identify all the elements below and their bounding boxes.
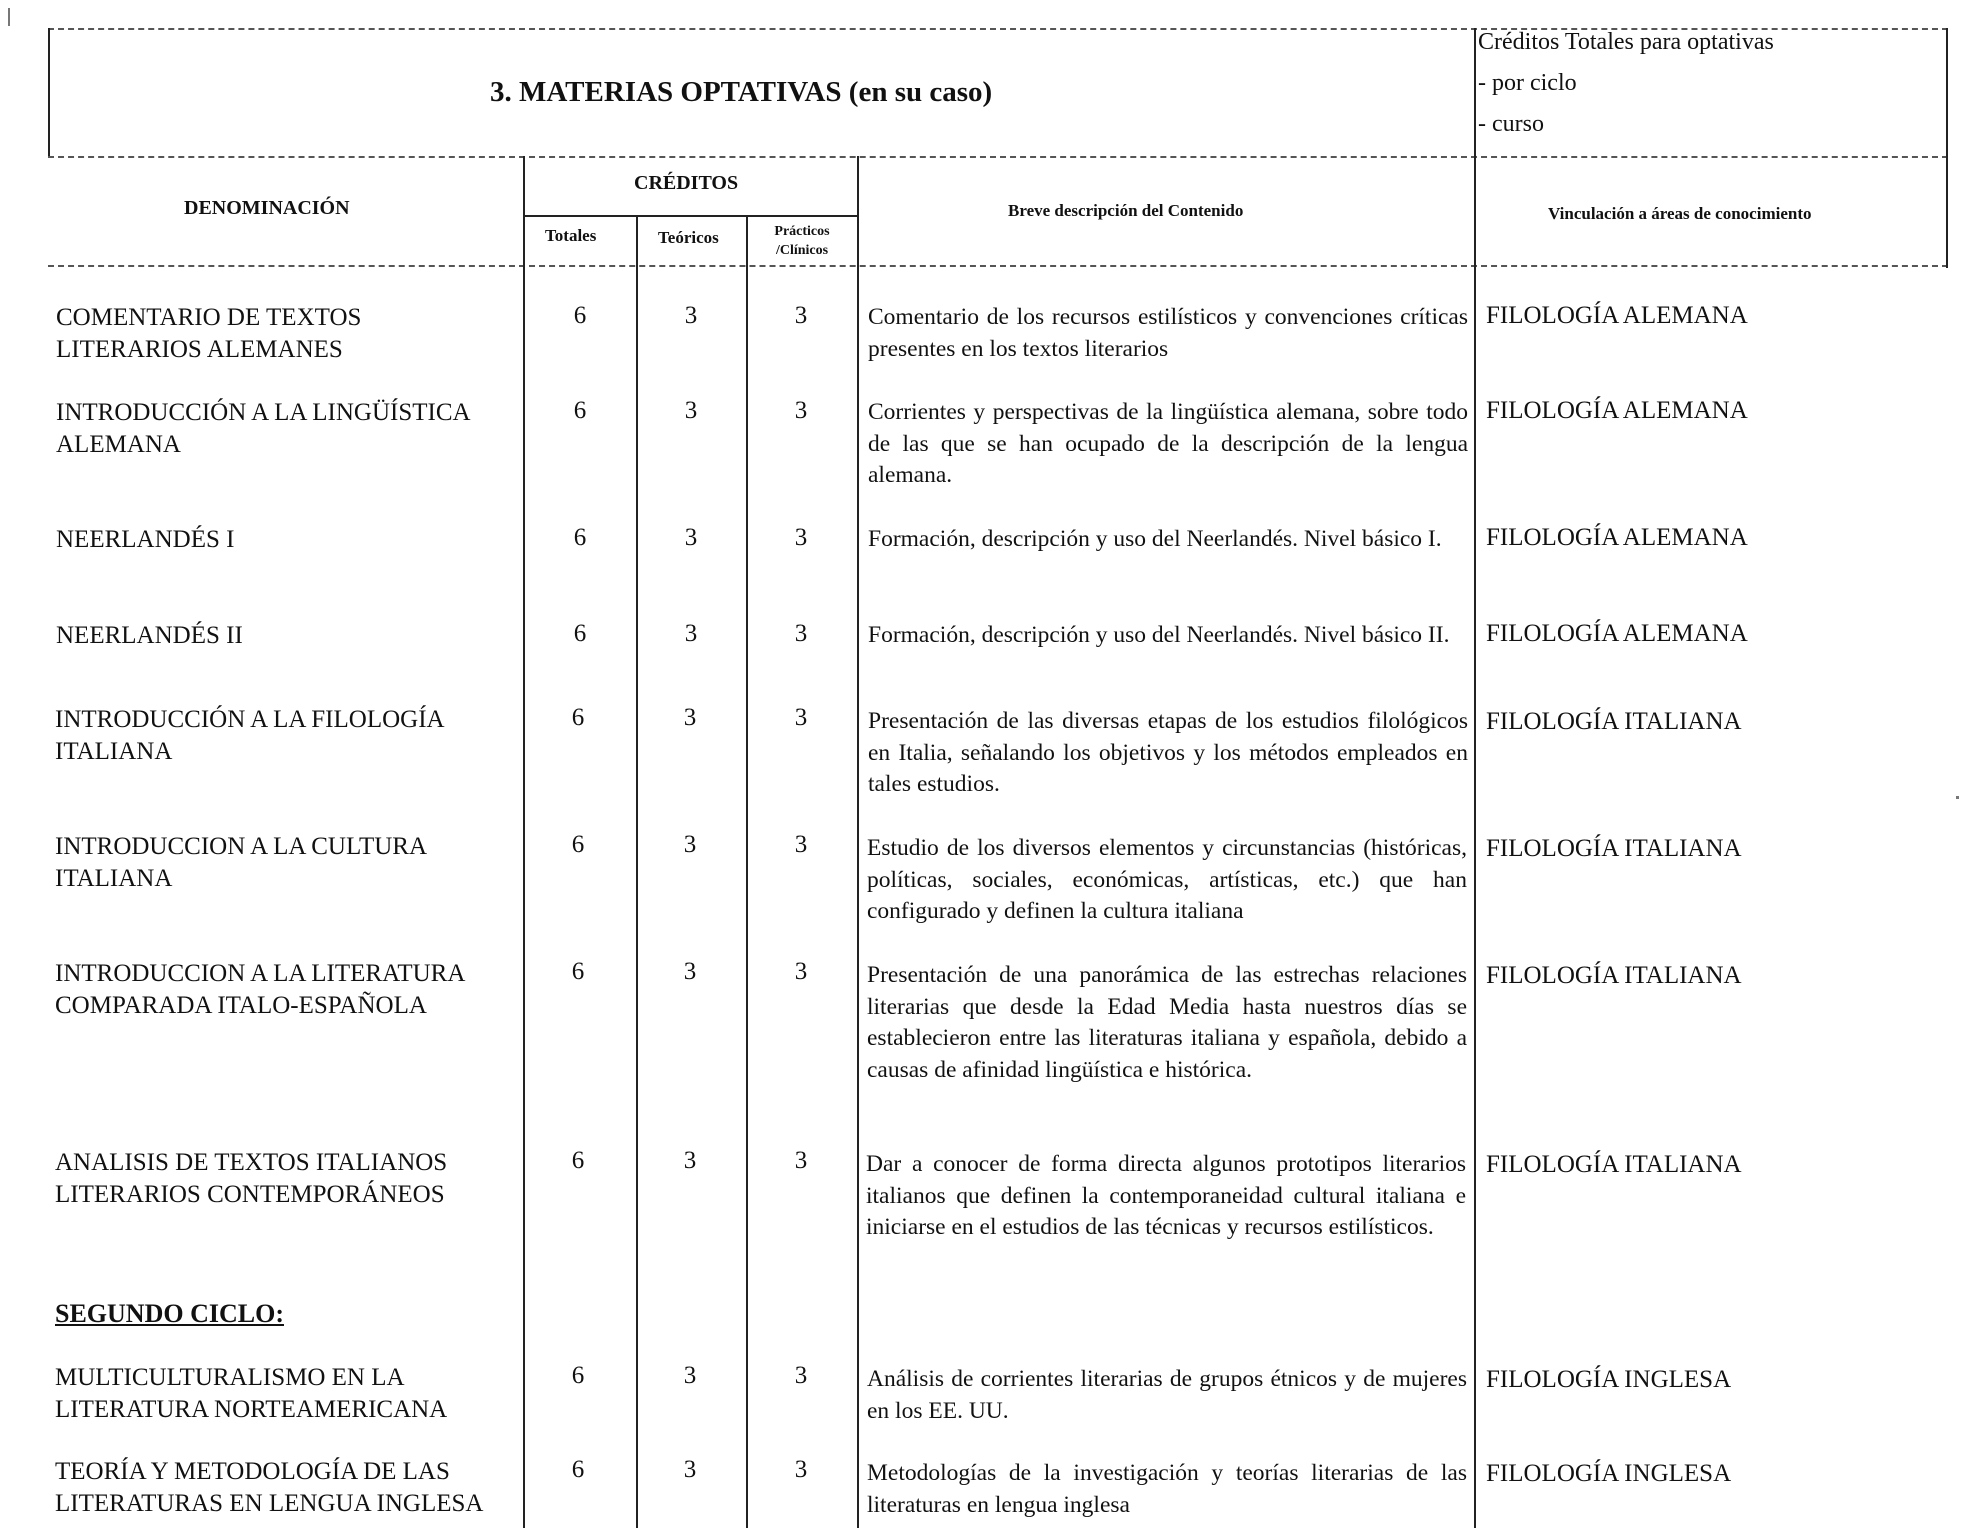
header-divider (48, 156, 1948, 158)
subject-description: Formación, descripción y uso del Neerlandés. Nivel básico I. (868, 526, 1442, 552)
credits-practicos: 3 (794, 1456, 808, 1483)
credits-teoricos: 3 (684, 397, 698, 424)
subject-name: TEORÍA Y METODOLOGÍA DE LAS LITERATURAS EN LENGUA INGLESA (55, 1458, 484, 1517)
knowledge-area: FILOLOGÍA ALEMANA (1486, 620, 1748, 647)
knowledge-area: FILOLOGÍA ALEMANA (1486, 397, 1748, 424)
col-header-denominacion: DENOMINACIÓN (184, 197, 350, 219)
subject-description: Comentario de los recursos estilísticos y convenciones críticas presentes en los textos literarios (868, 304, 1468, 362)
scan-mark (8, 8, 10, 26)
credits-totales: 6 (571, 1147, 585, 1174)
credits-teoricos: 3 (684, 524, 698, 551)
credits-note-line: - curso (1478, 111, 1544, 137)
credits-totales: 6 (571, 704, 585, 731)
credits-teoricos: 3 (683, 704, 697, 731)
subject-description: Metodologías de la investigación y teorías literarias de las literaturas en lengua inglesa (867, 1460, 1467, 1518)
credits-practicos: 3 (794, 302, 808, 329)
credits-totales: 6 (573, 524, 587, 551)
subject-description: Estudio de los diversos elementos y circunstancias (históricas, políticas, sociales, económicas, artísticas, etc.) que han configurado y definen la cultura italiana (867, 835, 1467, 924)
credits-practicos: 3 (794, 831, 808, 858)
col-line-1 (523, 156, 525, 1528)
subject-name: INTRODUCCIÓN A LA FILOLOGÍA ITALIANA (55, 706, 444, 765)
right-border (1946, 28, 1948, 268)
column-header-divider (48, 265, 1948, 267)
credits-practicos: 3 (794, 397, 808, 424)
col-header-vinculacion: Vinculación a áreas de conocimiento (1548, 204, 1812, 223)
knowledge-area: FILOLOGÍA ALEMANA (1486, 302, 1748, 329)
subject-description: Dar a conocer de forma directa algunos prototipos literarios italianos que definen la contemporaneidad cultural italiana e iniciarse en el estudios de las técnicas y recursos estilísticos. (866, 1151, 1466, 1240)
knowledge-area: FILOLOGÍA ITALIANA (1486, 835, 1742, 862)
credits-totales: 6 (573, 302, 587, 329)
knowledge-area: FILOLOGÍA ALEMANA (1486, 524, 1748, 551)
credits-practicos: 3 (794, 958, 808, 985)
knowledge-area: FILOLOGÍA INGLESA (1486, 1366, 1732, 1393)
credits-teoricos: 3 (684, 620, 698, 647)
subject-description: Corrientes y perspectivas de la lingüística alemana, sobre todo de las que se han ocupado de la descripción de la lengua alemana. (868, 399, 1468, 488)
credits-teoricos: 3 (683, 958, 697, 985)
subject-description: Formación, descripción y uso del Neerlandés. Nivel básico II. (868, 622, 1450, 648)
knowledge-area: FILOLOGÍA ITALIANA (1486, 708, 1742, 735)
page-title: 3. MATERIAS OPTATIVAS (en su caso) (490, 76, 993, 108)
subject-name: NEERLANDÉS I (56, 526, 235, 553)
credits-totales: 6 (571, 831, 585, 858)
credits-totales: 6 (571, 1362, 585, 1389)
credits-practicos: 3 (794, 620, 808, 647)
credits-teoricos: 3 (683, 1147, 697, 1174)
credits-note (1478, 22, 1774, 145)
section-label: SEGUNDO CICLO: (55, 1299, 284, 1328)
col-line-4 (857, 156, 859, 1528)
knowledge-area: FILOLOGÍA INGLESA (1486, 1460, 1732, 1487)
credits-practicos: 3 (794, 1362, 808, 1389)
credits-teoricos: 3 (683, 1456, 697, 1483)
subject-name: NEERLANDÉS II (56, 622, 243, 649)
col-header-creditos: CRÉDITOS (634, 172, 739, 194)
col-header-practicos: Prácticos /Clínicos (774, 224, 830, 258)
knowledge-area: FILOLOGÍA ITALIANA (1486, 962, 1742, 989)
col-line-3 (746, 215, 748, 1528)
credits-totales: 6 (571, 958, 585, 985)
credits-practicos: 3 (794, 524, 808, 551)
subject-name: ANALISIS DE TEXTOS ITALIANOS LITERARIOS CONTEMPORÁNEOS (55, 1149, 448, 1208)
credits-teoricos: 3 (684, 302, 698, 329)
subject-description: Análisis de corrientes literarias de grupos étnicos y de mujeres en los EE. UU. (867, 1366, 1467, 1424)
creditos-divider (523, 215, 858, 217)
subject-description: Presentación de una panorámica de las estrechas relaciones literarias que desde la Edad Media hasta nuestros días se establecieron entre las literaturas italiana y española, debido a causas de afinidad lingüística e histórica. (867, 962, 1467, 1083)
credits-totales: 6 (571, 1456, 585, 1483)
credits-teoricos: 3 (683, 1362, 697, 1389)
credits-note-line: Créditos Totales para optativas (1478, 29, 1774, 55)
scan-mark (1956, 796, 1959, 799)
left-border (48, 28, 50, 156)
col-header-totales: Totales (545, 226, 597, 245)
credits-totales: 6 (573, 397, 587, 424)
subject-name: INTRODUCCION A LA LITERATURA COMPARADA ITALO-ESPAÑOLA (55, 960, 465, 1019)
credits-practicos: 3 (794, 1147, 808, 1174)
col-line-5 (1474, 28, 1476, 1528)
subject-name: INTRODUCCIÓN A LA LINGÜÍSTICA ALEMANA (56, 399, 470, 458)
subject-name: INTRODUCCION A LA CULTURA ITALIANA (55, 833, 426, 892)
col-header-descripcion: Breve descripción del Contenido (1008, 201, 1244, 220)
credits-practicos: 3 (794, 704, 808, 731)
subject-description: Presentación de las diversas etapas de los estudios filológicos en Italia, señalando los objetivos y los métodos empleados en tales estudios. (868, 708, 1468, 797)
credits-teoricos: 3 (683, 831, 697, 858)
knowledge-area: FILOLOGÍA ITALIANA (1486, 1151, 1742, 1178)
credits-note-line: - por ciclo (1478, 70, 1577, 96)
credits-totales: 6 (573, 620, 587, 647)
subject-name: MULTICULTURALISMO EN LA LITERATURA NORTEAMERICANA (55, 1364, 448, 1423)
subject-name: COMENTARIO DE TEXTOS LITERARIOS ALEMANES (56, 304, 362, 363)
col-header-teoricos: Teóricos (658, 228, 719, 247)
col-line-2 (636, 215, 638, 1528)
